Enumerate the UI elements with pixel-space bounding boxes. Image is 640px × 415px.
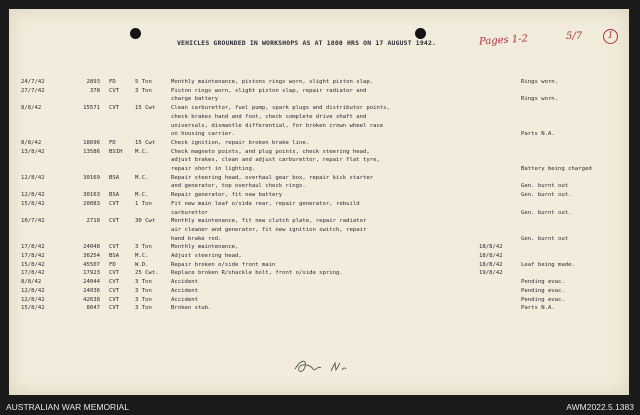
table-row <box>9 304 629 312</box>
table-row <box>9 148 629 156</box>
row-date: 15/8/42 <box>21 305 45 312</box>
row-date: 12/8/42 <box>21 296 45 303</box>
row-make: CVT <box>109 296 120 303</box>
row-completion-date: 18/8/42 <box>479 261 503 268</box>
row-date: 12/8/42 <box>21 192 45 199</box>
row-work-description: Check magneto points, and plug points, check steering head, <box>171 148 370 155</box>
row-vehicle-number: 13586 <box>83 148 100 155</box>
row-work-description: repair short in lighting. <box>171 166 256 172</box>
row-completion-date: 18/8/42 <box>479 244 503 251</box>
handwritten-fraction: 5/7 <box>566 31 583 42</box>
row-vehicle-number: 17923 <box>83 270 100 277</box>
table-row <box>9 95 629 103</box>
row-remark: Parts N.A. <box>521 131 555 138</box>
row-remark: Battery being charged <box>521 166 592 172</box>
document-page <box>9 9 629 395</box>
row-date: 10/7/42 <box>21 218 45 225</box>
row-work-description: Fit new main leaf o/side rear, repair generator, rebuild <box>171 200 360 207</box>
table-row <box>9 78 629 86</box>
row-work-description: Repair broken o/side front main <box>171 261 276 268</box>
row-vehicle-number: 15571 <box>83 105 100 112</box>
table-row <box>9 217 629 225</box>
row-date: 8/8/42 <box>21 139 42 146</box>
row-vehicle-type: M.C. <box>135 174 149 181</box>
row-make: CVT <box>109 218 120 225</box>
row-remark: Leaf being made. <box>521 261 575 268</box>
table-row <box>9 122 629 130</box>
row-make: CVT <box>109 279 120 286</box>
row-work-description: on housing carrier. <box>171 131 235 138</box>
row-work-description: Accident <box>171 279 198 286</box>
row-vehicle-number: 18696 <box>83 139 100 146</box>
row-work-description: Accident <box>171 287 198 294</box>
row-make: CVT <box>109 305 120 312</box>
row-vehicle-number: 2718 <box>86 218 100 225</box>
document-title: VEHICLES GROUNDED IN WORKSHOPS AS AT 1800 HRS ON 17 AUGUST 1942. <box>177 39 437 47</box>
row-date: 8/8/42 <box>21 279 42 286</box>
table-row <box>9 87 629 95</box>
row-vehicle-number: 378 <box>89 87 100 94</box>
row-work-description: Broken stub. <box>171 305 212 312</box>
row-remark: Pending evac. <box>521 279 565 286</box>
row-work-description: check brakes hand and foot, check complete drive shaft and <box>171 113 367 120</box>
row-remark: Gen. burnt out. <box>521 192 572 199</box>
table-row <box>9 261 629 269</box>
row-make: BSIH <box>109 148 123 155</box>
row-vehicle-number: 24048 <box>83 244 100 251</box>
row-vehicle-type: 1 Ton <box>135 200 152 207</box>
row-date: 17/8/42 <box>21 244 45 251</box>
row-make: FD <box>109 139 116 146</box>
row-make: BSA <box>109 253 120 259</box>
row-make: CVT <box>109 200 120 207</box>
row-make: FD <box>109 261 116 268</box>
signature-mark <box>291 355 361 379</box>
row-vehicle-number: 20083 <box>83 200 100 207</box>
row-vehicle-type: 3 Ton <box>135 305 152 312</box>
table-row <box>9 269 629 277</box>
row-work-description: Monthly maintenance, fit new clutch plate, repair radiator <box>171 218 367 225</box>
handwritten-pages-note: Pages 1-2 <box>478 33 529 48</box>
table-row <box>9 130 629 138</box>
row-work-description: carburettor <box>171 209 209 216</box>
row-work-description: charge battery <box>171 96 219 103</box>
table-row <box>9 113 629 121</box>
row-make: CVT <box>109 87 120 94</box>
row-vehicle-type: 3 Ton <box>135 287 152 294</box>
table-row <box>9 174 629 182</box>
row-vehicle-type: 30 Cwt <box>135 218 156 225</box>
row-make: CVT <box>109 287 120 294</box>
table-row <box>9 278 629 286</box>
row-vehicle-number: 30163 <box>83 192 100 199</box>
row-vehicle-type: M.C. <box>135 253 149 259</box>
row-work-description: air cleaner and generator, fit new ignition switch, repair <box>171 226 367 233</box>
row-make: CVT <box>109 244 120 251</box>
row-date: 12/8/42 <box>21 174 45 181</box>
row-vehicle-type: 15 Cwt <box>135 139 156 146</box>
row-vehicle-number: 30169 <box>83 174 100 181</box>
footer-institution: AUSTRALIAN WAR MEMORIAL <box>6 402 129 412</box>
row-remark: Pending evac. <box>521 296 565 303</box>
table-row <box>9 182 629 190</box>
row-vehicle-number: 8047 <box>86 305 100 312</box>
row-vehicle-type: M.C. <box>135 148 149 155</box>
table-row <box>9 200 629 208</box>
row-make: BSA <box>109 192 120 199</box>
row-vehicle-type: 15 Cwt <box>135 105 156 112</box>
row-vehicle-type: M.C. <box>135 192 149 199</box>
table-row <box>9 209 629 217</box>
row-date: 27/7/42 <box>21 87 45 94</box>
row-work-description: Accident <box>171 296 198 303</box>
row-vehicle-number: 24044 <box>83 279 100 286</box>
row-vehicle-type: 3 Ton <box>135 87 152 94</box>
row-date: 15/8/42 <box>21 261 45 268</box>
row-work-description: Repair steering head, overhaul gear box, repair kick starter <box>171 174 374 181</box>
row-date: 17/8/42 <box>21 270 45 277</box>
row-date: 17/8/42 <box>21 253 45 259</box>
table-row <box>9 226 629 234</box>
row-work-description: Monthly maintenance, pistons rings worn, slight piston slap. <box>171 79 374 85</box>
row-vehicle-number: 24036 <box>83 287 100 294</box>
table-row <box>9 165 629 173</box>
row-vehicle-type: 25 Cwt. <box>135 270 159 277</box>
row-vehicle-number: 45507 <box>83 261 100 268</box>
row-date: 8/8/42 <box>21 105 42 112</box>
table-row <box>9 287 629 295</box>
row-make: BSA <box>109 174 120 181</box>
row-remark: Gen. burnt out. <box>521 209 572 216</box>
row-vehicle-type: 5 Ton <box>135 79 152 85</box>
row-work-description: Adjust steering head, <box>171 253 242 259</box>
row-vehicle-type: 3 Ton <box>135 296 152 303</box>
row-remark: Gen. burnt out <box>521 235 569 242</box>
table-row <box>9 104 629 112</box>
row-work-description: Replace broken R/shackle bolt, front o/side spring. <box>171 270 343 277</box>
row-vehicle-number: 42638 <box>83 296 100 303</box>
row-vehicle-type: W.D. <box>135 261 149 268</box>
row-make: FD <box>109 79 116 85</box>
table-row <box>9 191 629 199</box>
row-work-description: universals, dismantle differential, for broken crown wheel race <box>171 122 384 129</box>
row-vehicle-number: 2893 <box>86 79 100 85</box>
row-work-description: adjust brakes, clean and adjust carburettor, repair flat tyre, <box>171 157 380 164</box>
row-date: 12/8/42 <box>21 287 45 294</box>
row-date: 13/8/42 <box>21 148 45 155</box>
punch-hole <box>130 28 141 39</box>
table-row <box>9 139 629 147</box>
row-remark: Rings worn. <box>521 79 559 85</box>
table-row <box>9 296 629 304</box>
row-remark: Pending evac. <box>521 287 565 294</box>
row-completion-date: 18/8/42 <box>479 253 503 259</box>
row-completion-date: 19/8/42 <box>479 270 503 277</box>
row-vehicle-type: 3 Ton <box>135 244 152 251</box>
row-make: CVT <box>109 105 120 112</box>
row-work-description: Repair generator, fit new battery <box>171 192 283 199</box>
table-row <box>9 243 629 251</box>
footer-accession-number: AWM2022.5.1383 <box>566 402 634 412</box>
row-work-description: Check ignition, repair broken brake line. <box>171 139 310 146</box>
handwritten-circled-number: 1 <box>603 29 618 44</box>
row-date: 15/8/42 <box>21 200 45 207</box>
table-row <box>9 156 629 164</box>
row-vehicle-number: 36254 <box>83 253 100 259</box>
row-work-description: Monthly maintenance, <box>171 244 239 251</box>
table-row <box>9 252 629 260</box>
punch-hole <box>415 28 426 39</box>
row-date: 24/7/42 <box>21 79 45 85</box>
table-row <box>9 235 629 243</box>
row-remark: Gen. burnt out <box>521 183 569 190</box>
row-work-description: hand brake rod. <box>171 235 222 242</box>
row-remark: Parts N.A. <box>521 305 555 312</box>
row-vehicle-type: 3 Ton <box>135 279 152 286</box>
row-work-description: Piston rings worn, slight piston slap, repair radiator and <box>171 87 367 94</box>
row-remark: Rings worn. <box>521 96 559 103</box>
row-work-description: and generator, top overhaul check rings. <box>171 183 306 190</box>
row-make: CVT <box>109 270 120 277</box>
row-work-description: Clean carburettor, fuel pump, spark plugs and distributor points, <box>171 105 390 112</box>
